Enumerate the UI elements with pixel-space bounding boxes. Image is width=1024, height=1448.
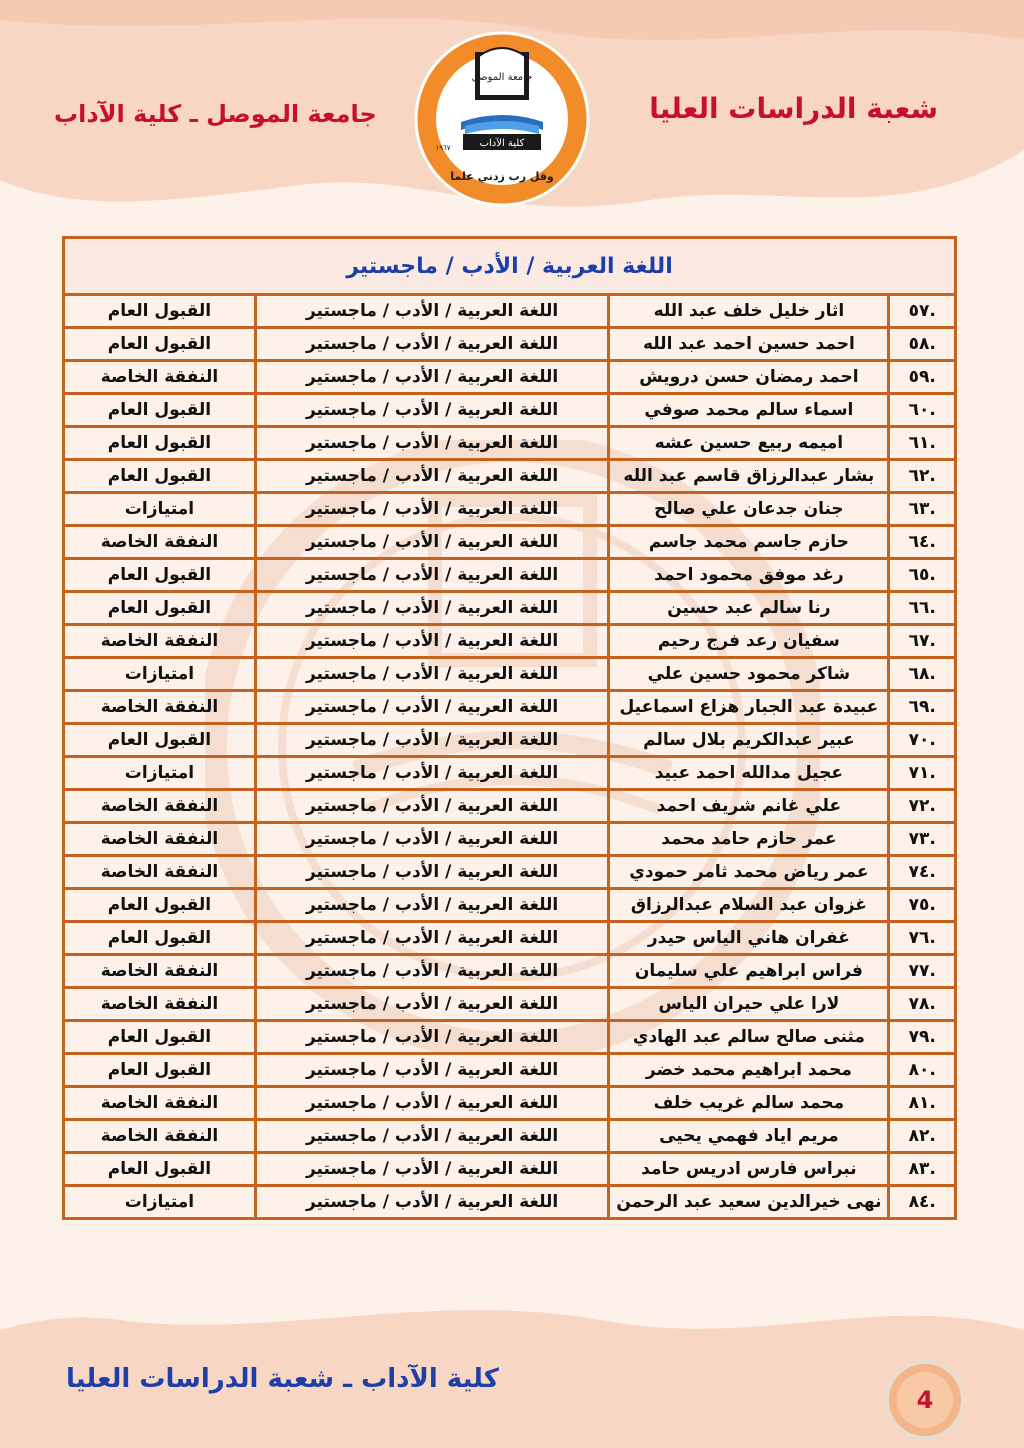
program-name: اللغة العربية / الأدب / ماجستير: [255, 295, 608, 328]
header-right-title: شعبة الدراسات العليا: [649, 92, 938, 125]
program-name: اللغة العربية / الأدب / ماجستير: [255, 559, 608, 592]
student-name: عمر رياض محمد ثامر حمودي: [609, 856, 889, 889]
table-row: [64, 592, 956, 625]
row-number: .٨٢: [889, 1120, 956, 1153]
program-name: اللغة العربية / الأدب / ماجستير: [255, 1054, 608, 1087]
student-name: بشار عبدالرزاق قاسم عبد الله: [609, 460, 889, 493]
student-name: اسماء سالم محمد صوفي: [609, 394, 889, 427]
row-number: .٥٩: [889, 361, 956, 394]
student-name: رنا سالم عبد حسين: [609, 592, 889, 625]
table-row: [64, 1153, 956, 1186]
table-row: [64, 625, 956, 658]
logo-banner-text: كلية الآداب: [479, 138, 525, 149]
program-name: اللغة العربية / الأدب / ماجستير: [255, 724, 608, 757]
admission-type: النفقة الخاصة: [64, 1087, 256, 1120]
program-name: اللغة العربية / الأدب / ماجستير: [255, 658, 608, 691]
student-name: احمد حسين احمد عبد الله: [609, 328, 889, 361]
row-number: .٧٦: [889, 922, 956, 955]
admission-type: امتيازات: [64, 658, 256, 691]
student-name: فراس ابراهيم علي سليمان: [609, 955, 889, 988]
row-number: .٧٩: [889, 1021, 956, 1054]
admission-type: القبول العام: [64, 559, 256, 592]
admission-type: القبول العام: [64, 427, 256, 460]
students-table: [62, 236, 957, 1220]
admission-type: القبول العام: [64, 724, 256, 757]
table-row: [64, 526, 956, 559]
table-row: [64, 856, 956, 889]
table-row: [64, 955, 956, 988]
program-name: اللغة العربية / الأدب / ماجستير: [255, 889, 608, 922]
page-number-badge: [885, 1360, 965, 1440]
program-name: اللغة العربية / الأدب / ماجستير: [255, 394, 608, 427]
table-row: [64, 394, 956, 427]
admission-type: القبول العام: [64, 922, 256, 955]
admission-type: النفقة الخاصة: [64, 790, 256, 823]
program-name: اللغة العربية / الأدب / ماجستير: [255, 427, 608, 460]
admission-type: النفقة الخاصة: [64, 988, 256, 1021]
program-name: اللغة العربية / الأدب / ماجستير: [255, 328, 608, 361]
student-name: عبيدة عبد الجبار هزاع اسماعيل: [609, 691, 889, 724]
row-number: .٧٠: [889, 724, 956, 757]
admission-type: النفقة الخاصة: [64, 955, 256, 988]
admission-type: امتيازات: [64, 493, 256, 526]
table-row: [64, 295, 956, 328]
row-number: .٨١: [889, 1087, 956, 1120]
student-name: اميمه ربيع حسين عشه: [609, 427, 889, 460]
student-name: غزوان عبد السلام عبدالرزاق: [609, 889, 889, 922]
college-logo: [413, 30, 591, 208]
admission-type: امتيازات: [64, 757, 256, 790]
program-name: اللغة العربية / الأدب / ماجستير: [255, 1021, 608, 1054]
table-row: [64, 658, 956, 691]
row-number: .٦٣: [889, 493, 956, 526]
table-title: اللغة العربية / الأدب / ماجستير: [64, 238, 956, 295]
student-name: مثنى صالح سالم عبد الهادي: [609, 1021, 889, 1054]
table-row: [64, 691, 956, 724]
table-row: [64, 1087, 956, 1120]
table-row: [64, 328, 956, 361]
table-row: [64, 724, 956, 757]
program-name: اللغة العربية / الأدب / ماجستير: [255, 790, 608, 823]
row-number: .٦٥: [889, 559, 956, 592]
table-row: [64, 559, 956, 592]
program-name: اللغة العربية / الأدب / ماجستير: [255, 856, 608, 889]
student-name: لارا علي حيران الياس: [609, 988, 889, 1021]
program-name: اللغة العربية / الأدب / ماجستير: [255, 823, 608, 856]
program-name: اللغة العربية / الأدب / ماجستير: [255, 1120, 608, 1153]
student-name: عمر حازم حامد محمد: [609, 823, 889, 856]
admission-type: النفقة الخاصة: [64, 823, 256, 856]
row-number: .٦٤: [889, 526, 956, 559]
row-number: .٦٦: [889, 592, 956, 625]
row-number: .٨٠: [889, 1054, 956, 1087]
row-number: .٧٧: [889, 955, 956, 988]
program-name: اللغة العربية / الأدب / ماجستير: [255, 361, 608, 394]
logo-top-text: جامعة الموصل: [471, 72, 533, 83]
admission-type: النفقة الخاصة: [64, 361, 256, 394]
program-name: اللغة العربية / الأدب / ماجستير: [255, 1153, 608, 1186]
student-name: عجيل مدالله احمد عبيد: [609, 757, 889, 790]
footer-text: كلية الآداب ـ شعبة الدراسات العليا: [66, 1364, 499, 1394]
student-name: غفران هاني الياس حيدر: [609, 922, 889, 955]
program-name: اللغة العربية / الأدب / ماجستير: [255, 691, 608, 724]
program-name: اللغة العربية / الأدب / ماجستير: [255, 1087, 608, 1120]
admission-type: امتيازات: [64, 1186, 256, 1219]
row-number: .٦٠: [889, 394, 956, 427]
admission-type: القبول العام: [64, 1021, 256, 1054]
table-row: [64, 1186, 956, 1219]
student-name: محمد ابراهيم محمد خضر: [609, 1054, 889, 1087]
logo-year: ١٩٦٧: [435, 144, 451, 152]
program-name: اللغة العربية / الأدب / ماجستير: [255, 526, 608, 559]
row-number: .٦١: [889, 427, 956, 460]
row-number: .٧٣: [889, 823, 956, 856]
admission-type: القبول العام: [64, 328, 256, 361]
program-name: اللغة العربية / الأدب / ماجستير: [255, 625, 608, 658]
row-number: .٧١: [889, 757, 956, 790]
admission-type: النفقة الخاصة: [64, 625, 256, 658]
program-name: اللغة العربية / الأدب / ماجستير: [255, 988, 608, 1021]
student-name: مريم اياد فهمي يحيى: [609, 1120, 889, 1153]
student-name: سفيان رعد فرج رحيم: [609, 625, 889, 658]
admission-type: القبول العام: [64, 295, 256, 328]
row-number: .٦٢: [889, 460, 956, 493]
table-row: [64, 757, 956, 790]
admission-type: النفقة الخاصة: [64, 691, 256, 724]
row-number: .٥٨: [889, 328, 956, 361]
table-row: [64, 460, 956, 493]
student-name: احمد رمضان حسن درويش: [609, 361, 889, 394]
row-number: .٧٤: [889, 856, 956, 889]
table-row: [64, 1054, 956, 1087]
program-name: اللغة العربية / الأدب / ماجستير: [255, 757, 608, 790]
student-name: نبراس فارس ادريس حامد: [609, 1153, 889, 1186]
student-name: اثار خليل خلف عبد الله: [609, 295, 889, 328]
admission-type: النفقة الخاصة: [64, 856, 256, 889]
row-number: .٨٣: [889, 1153, 956, 1186]
table-row: [64, 1120, 956, 1153]
program-name: اللغة العربية / الأدب / ماجستير: [255, 955, 608, 988]
row-number: .٥٧: [889, 295, 956, 328]
admission-type: القبول العام: [64, 394, 256, 427]
program-name: اللغة العربية / الأدب / ماجستير: [255, 493, 608, 526]
table-row: [64, 988, 956, 1021]
program-name: اللغة العربية / الأدب / ماجستير: [255, 1186, 608, 1219]
admission-type: القبول العام: [64, 460, 256, 493]
row-number: .٦٩: [889, 691, 956, 724]
student-name: حازم جاسم محمد جاسم: [609, 526, 889, 559]
table-title-row: [64, 238, 956, 295]
row-number: .٦٨: [889, 658, 956, 691]
student-name: شاكر محمود حسين علي: [609, 658, 889, 691]
row-number: .٧٨: [889, 988, 956, 1021]
student-name: رغد موفق محمود احمد: [609, 559, 889, 592]
table-row: [64, 922, 956, 955]
row-number: .٧٥: [889, 889, 956, 922]
admission-type: القبول العام: [64, 1054, 256, 1087]
student-name: جنان جدعان علي صالح: [609, 493, 889, 526]
table-row: [64, 493, 956, 526]
admission-type: النفقة الخاصة: [64, 526, 256, 559]
table-row: [64, 823, 956, 856]
program-name: اللغة العربية / الأدب / ماجستير: [255, 460, 608, 493]
admission-type: القبول العام: [64, 889, 256, 922]
row-number: .٨٤: [889, 1186, 956, 1219]
student-name: عبير عبدالكريم بلال سالم: [609, 724, 889, 757]
row-number: .٧٢: [889, 790, 956, 823]
table-row: [64, 361, 956, 394]
row-number: .٦٧: [889, 625, 956, 658]
student-name: محمد سالم غريب خلف: [609, 1087, 889, 1120]
program-name: اللغة العربية / الأدب / ماجستير: [255, 592, 608, 625]
program-name: اللغة العربية / الأدب / ماجستير: [255, 922, 608, 955]
table-row: [64, 427, 956, 460]
logo-motto: وقل رب زدني علما: [450, 170, 554, 183]
student-name: علي غانم شريف احمد: [609, 790, 889, 823]
page-number: 4: [897, 1372, 953, 1428]
admission-type: القبول العام: [64, 592, 256, 625]
student-name: نهى خيرالدين سعيد عبد الرحمن: [609, 1186, 889, 1219]
table-row: [64, 1021, 956, 1054]
table-row: [64, 889, 956, 922]
admission-type: القبول العام: [64, 1153, 256, 1186]
admission-type: النفقة الخاصة: [64, 1120, 256, 1153]
table-row: [64, 790, 956, 823]
header-left-title: جامعة الموصل ـ كلية الآداب: [54, 100, 377, 128]
